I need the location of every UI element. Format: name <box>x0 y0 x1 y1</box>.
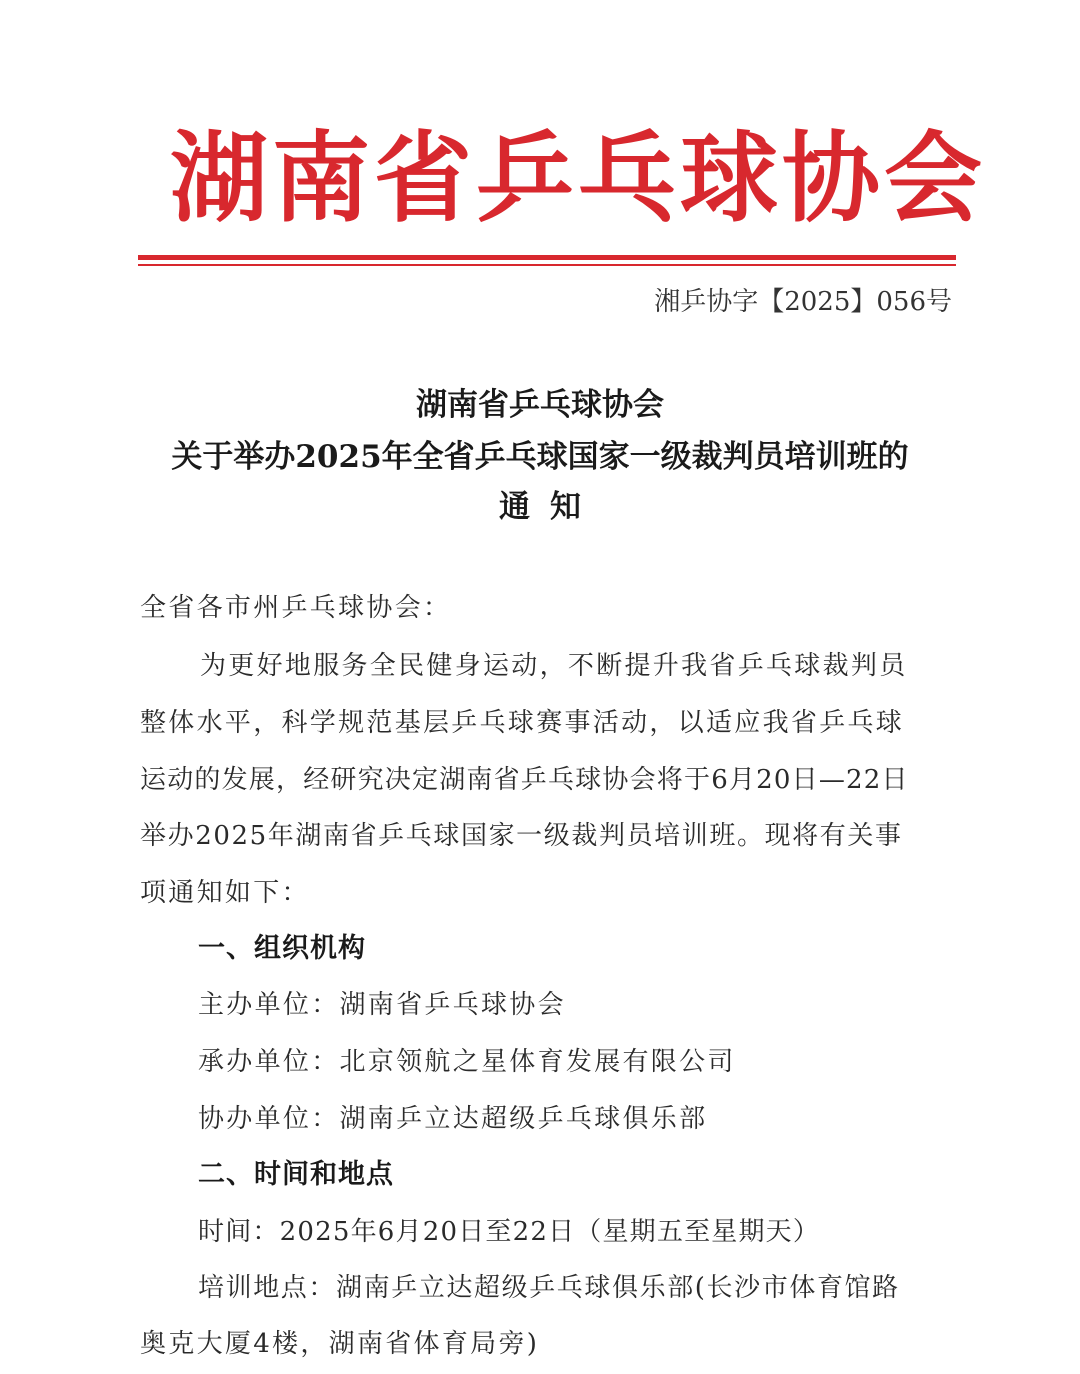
intro-line-4: 举办2025年湖南省乒乓球国家一级裁判员培训班。现将有关事 <box>140 821 903 851</box>
section-1-host: 主办单位：湖南省乒乓球协会 <box>198 990 566 1020</box>
document-number: 湘乒协字【2025】056号 <box>654 287 952 317</box>
section-2-time: 时间：2025年6月20日至22日（星期五至星期天） <box>198 1217 821 1247</box>
letterhead-red-rule-thin <box>138 264 956 266</box>
notice-title-line-2: 关于举办2025年全省乒乓球国家一级裁判员培训班的 <box>171 439 909 475</box>
section-2-venue-line-1: 培训地点：湖南乒立达超级乒乓球俱乐部(长沙市体育馆路 <box>198 1273 900 1303</box>
notice-title-line-3: 通知 <box>499 489 601 525</box>
salutation: 全省各市州乒乓球协会： <box>140 593 452 623</box>
section-1-heading: 一、组织机构 <box>198 933 366 964</box>
section-1-organizer: 承办单位：北京领航之星体育发展有限公司 <box>198 1047 736 1077</box>
section-1-coorganizer: 协办单位：湖南乒立达超级乒乓球俱乐部 <box>198 1104 708 1134</box>
intro-line-2: 整体水平，科学规范基层乒乓球赛事活动，以适应我省乒乓球 <box>140 708 905 738</box>
intro-line-5: 项通知如下： <box>140 878 310 908</box>
notice-title-line-1: 湖南省乒乓球协会 <box>416 387 664 423</box>
section-2-venue-line-2: 奥克大厦4楼，湖南省体育局旁) <box>140 1329 540 1359</box>
letterhead-red-rule-thick <box>138 255 956 260</box>
intro-line-3: 运动的发展，经研究决定湖南省乒乓球协会将于6月20日—22日 <box>140 765 909 795</box>
section-2-heading: 二、时间和地点 <box>198 1159 394 1190</box>
letterhead-title: 湖南省乒乓球协会 <box>170 122 987 236</box>
intro-line-1: 为更好地服务全民健身运动，不断提升我省乒乓球裁判员 <box>200 651 908 681</box>
